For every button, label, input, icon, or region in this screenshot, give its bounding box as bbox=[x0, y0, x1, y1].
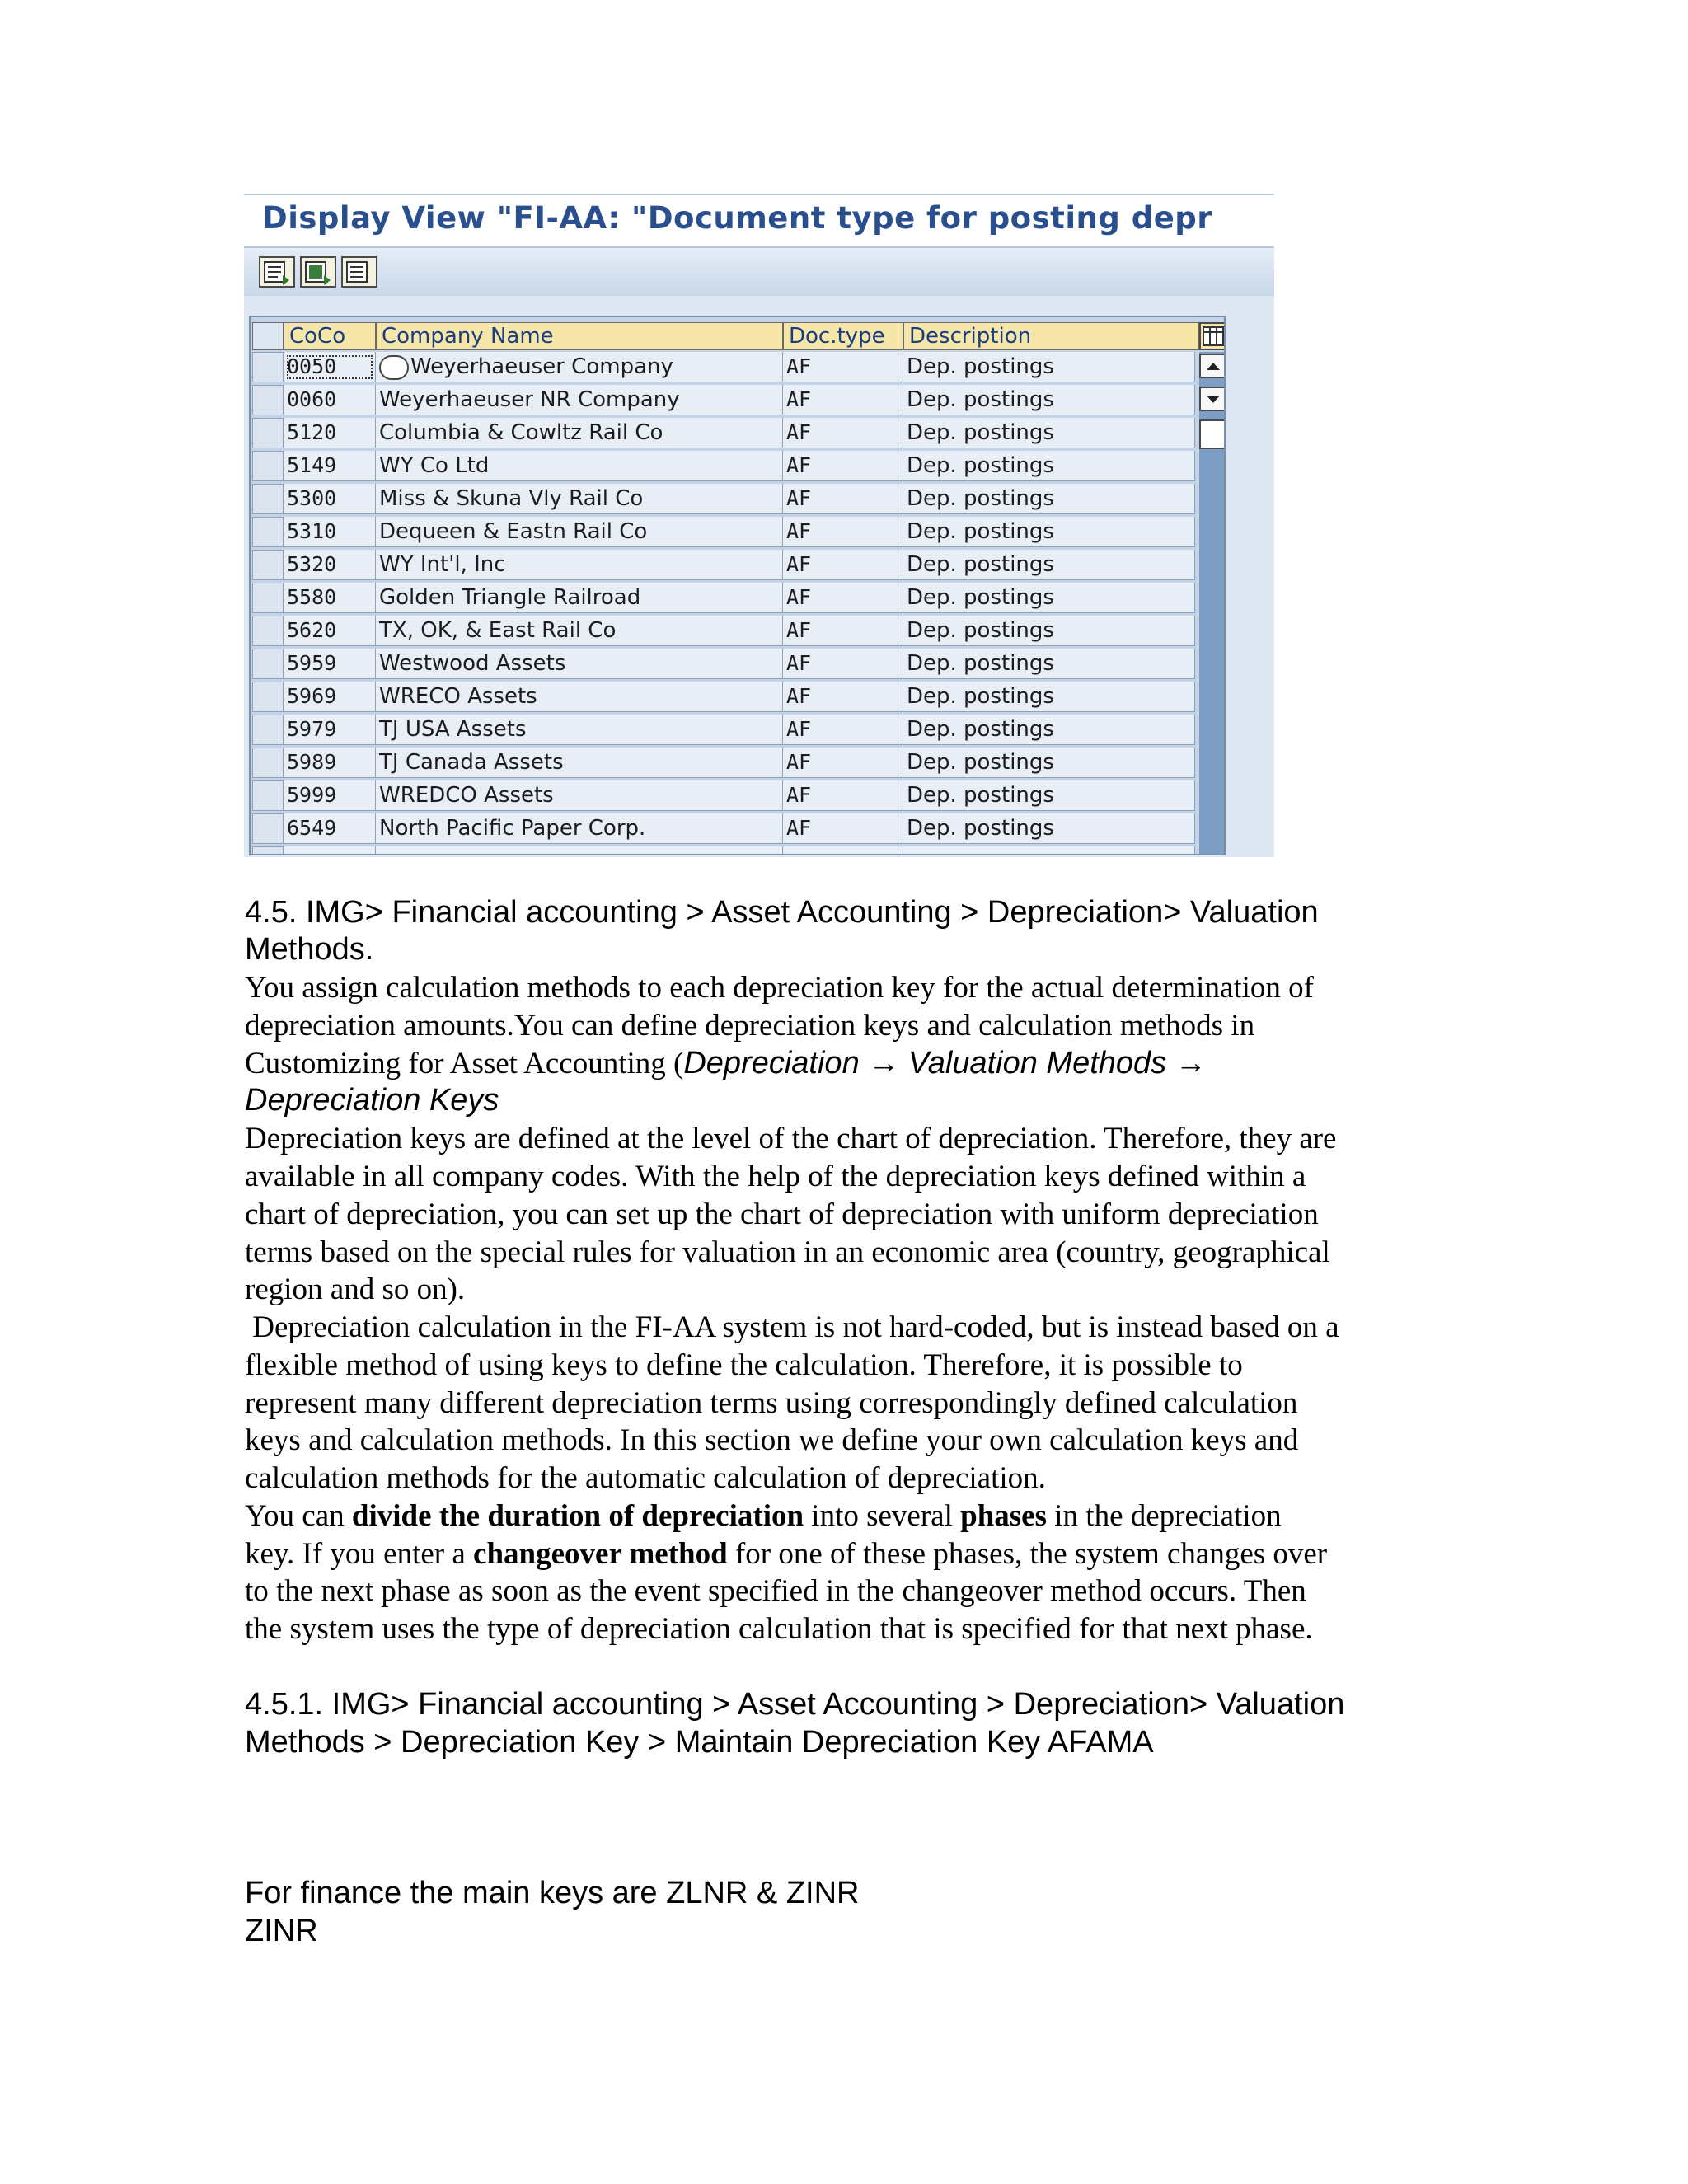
para1-line3-text: Customizing for Asset Accounting ( bbox=[245, 1047, 684, 1080]
row-selector[interactable] bbox=[252, 649, 284, 679]
cell-company-name[interactable]: WREDCO Assets bbox=[376, 780, 783, 811]
print-button[interactable] bbox=[341, 256, 377, 288]
hover-details-icon bbox=[379, 355, 409, 380]
table-settings-icon bbox=[1201, 324, 1226, 349]
cell-company-name[interactable]: TJ Canada Assets bbox=[376, 748, 783, 778]
scroll-thumb[interactable] bbox=[1199, 419, 1226, 449]
sap-body bbox=[244, 296, 1274, 857]
table-row[interactable] bbox=[251, 680, 1198, 713]
table-row[interactable] bbox=[251, 713, 1198, 746]
para4-line3: to the next phase as soon as the event specified in the changeover method occurs. Then bbox=[245, 1574, 1306, 1608]
table-row[interactable] bbox=[251, 746, 1198, 779]
cell-company-name[interactable]: Columbia & Cowltz Rail Co bbox=[376, 418, 783, 448]
details-icon bbox=[263, 260, 291, 285]
cell-company-name[interactable]: WY Int'l, Inc bbox=[376, 550, 783, 580]
cell-company-name[interactable] bbox=[376, 846, 783, 855]
finance-keys-line: For finance the main keys are ZLNR & ZINR bbox=[245, 1876, 860, 1910]
cell-company-name[interactable]: TX, OK, & East Rail Co bbox=[376, 616, 783, 646]
table-row[interactable] bbox=[251, 383, 1198, 416]
row-selector[interactable] bbox=[252, 451, 284, 481]
cell-doc-type[interactable]: AF bbox=[783, 550, 903, 580]
cell-company-name[interactable]: Weyerhaeuser NR Company bbox=[376, 385, 783, 415]
cell-coco[interactable] bbox=[284, 846, 376, 855]
cell-doc-type[interactable]: AF bbox=[783, 517, 903, 547]
para4-line1-a: You can bbox=[245, 1499, 352, 1533]
cell-description[interactable] bbox=[903, 846, 1195, 855]
para1-line4: Depreciation Keys bbox=[245, 1083, 499, 1118]
para4-line1-bold-a: divide the duration of depreciation bbox=[351, 1499, 804, 1533]
table-row[interactable] bbox=[251, 647, 1198, 680]
table-row[interactable] bbox=[251, 779, 1198, 812]
table-row[interactable] bbox=[251, 515, 1198, 548]
cell-coco[interactable]: 5999 bbox=[284, 780, 376, 811]
row-selector[interactable] bbox=[252, 517, 284, 547]
cell-coco[interactable]: 5320 bbox=[284, 550, 376, 580]
table-row[interactable] bbox=[251, 350, 1198, 383]
cell-description[interactable]: Dep. postings bbox=[903, 484, 1195, 514]
sap-title-text: Display View "FI-AA: "Document type for posting depr bbox=[262, 200, 1213, 236]
cell-doc-type[interactable]: AF bbox=[783, 385, 903, 415]
row-selector[interactable] bbox=[252, 352, 284, 382]
para3-line2: flexible method of using keys to define the calculation. Therefore, it is possible to bbox=[245, 1348, 1243, 1382]
scroll-up-button[interactable] bbox=[1199, 354, 1226, 378]
para3-line5: calculation methods for the automatic calculation of depreciation. bbox=[245, 1461, 1046, 1495]
cell-company-name[interactable]: WRECO Assets bbox=[376, 682, 783, 712]
para4-line2 bbox=[245, 1536, 1327, 1572]
cell-doc-type[interactable]: AF bbox=[783, 649, 903, 679]
cell-doc-type[interactable]: AF bbox=[783, 583, 903, 613]
cell-coco[interactable]: 0060 bbox=[284, 385, 376, 415]
cell-description[interactable]: Dep. postings bbox=[903, 517, 1195, 547]
para4-line2-c: for one of these phases, the system changes over bbox=[727, 1537, 1328, 1571]
cell-company-name[interactable]: North Pacific Paper Corp. bbox=[376, 813, 783, 844]
para4-line1-c: into several bbox=[804, 1499, 961, 1533]
cell-company-name[interactable] bbox=[376, 352, 783, 382]
cell-description[interactable]: Dep. postings bbox=[903, 616, 1195, 646]
para3-line4: keys and calculation methods. In this section we define your own calculation keys and bbox=[245, 1423, 1299, 1457]
cell-coco[interactable]: 5989 bbox=[284, 748, 376, 778]
vertical-scrollbar[interactable] bbox=[1199, 352, 1226, 855]
para2-line2: available in all company codes. With the help of the depreciation keys defined within a bbox=[245, 1160, 1306, 1193]
scroll-down-button[interactable] bbox=[1199, 387, 1226, 411]
row-selector[interactable] bbox=[252, 616, 284, 646]
cell-coco[interactable]: 6549 bbox=[284, 813, 376, 844]
cell-description[interactable]: Dep. postings bbox=[903, 813, 1195, 844]
column-header-doc-type[interactable]: Doc.type bbox=[783, 322, 903, 350]
cell-company-name-text: Weyerhaeuser Company bbox=[410, 354, 673, 379]
select-all-icon bbox=[304, 260, 332, 285]
column-header-description[interactable]: Description bbox=[903, 322, 1199, 350]
table-row-empty[interactable] bbox=[251, 845, 1198, 855]
cell-description[interactable]: Dep. postings bbox=[903, 550, 1195, 580]
para4-line2-bold: changeover method bbox=[473, 1537, 728, 1571]
para4-line2-a: key. If you enter a bbox=[245, 1537, 474, 1571]
cell-doc-type[interactable]: AF bbox=[783, 682, 903, 712]
cell-coco[interactable]: 5620 bbox=[284, 616, 376, 646]
cell-description[interactable]: Dep. postings bbox=[903, 583, 1195, 613]
cell-description[interactable]: Dep. postings bbox=[903, 385, 1195, 415]
cell-description[interactable]: Dep. postings bbox=[903, 715, 1195, 745]
row-selector[interactable] bbox=[252, 385, 284, 415]
table-row[interactable] bbox=[251, 614, 1198, 647]
cell-company-name[interactable]: TJ USA Assets bbox=[376, 715, 783, 745]
cell-description[interactable]: Dep. postings bbox=[903, 649, 1195, 679]
cell-company-name[interactable]: Dequeen & Eastn Rail Co bbox=[376, 517, 783, 547]
arrow-up-icon bbox=[1206, 361, 1221, 371]
print-icon bbox=[345, 260, 373, 285]
cell-doc-type[interactable]: AF bbox=[783, 780, 903, 811]
cell-coco[interactable]: 5959 bbox=[284, 649, 376, 679]
cell-description[interactable]: Dep. postings bbox=[903, 352, 1195, 382]
para1-line2: depreciation amounts.You can define depreciation keys and calculation methods in bbox=[245, 1009, 1255, 1043]
para1-line3 bbox=[245, 1046, 1207, 1081]
row-selector[interactable] bbox=[252, 583, 284, 613]
row-selector[interactable] bbox=[252, 813, 284, 844]
para2-line5: region and so on). bbox=[245, 1272, 466, 1306]
heading-4-5-line1: 4.5. IMG> Financial accounting > Asset Accounting > Depreciation> Valuation bbox=[245, 895, 1319, 930]
row-selector[interactable] bbox=[252, 748, 284, 778]
select-all-rows-cell[interactable] bbox=[252, 322, 284, 350]
row-selector[interactable] bbox=[252, 418, 284, 448]
cell-doc-type[interactable] bbox=[783, 846, 903, 855]
table-row[interactable] bbox=[251, 581, 1198, 614]
para2-line1: Depreciation keys are defined at the level of the chart of depreciation. Therefore, they are bbox=[245, 1122, 1337, 1155]
cell-doc-type[interactable]: AF bbox=[783, 484, 903, 514]
cell-doc-type[interactable]: AF bbox=[783, 451, 903, 481]
cell-coco[interactable]: 5300 bbox=[284, 484, 376, 514]
cell-description[interactable]: Dep. postings bbox=[903, 780, 1195, 811]
cell-doc-type[interactable]: AF bbox=[783, 715, 903, 745]
cell-coco[interactable]: 5580 bbox=[284, 583, 376, 613]
row-selector[interactable] bbox=[252, 846, 284, 855]
row-selector[interactable] bbox=[252, 484, 284, 514]
row-selector[interactable] bbox=[252, 715, 284, 745]
para4-line1 bbox=[245, 1498, 1282, 1534]
cell-coco[interactable]: 5120 bbox=[284, 418, 376, 448]
cell-coco[interactable]: 0050 bbox=[284, 352, 376, 382]
menu-path-italic: Depreciation → Valuation Methods → bbox=[683, 1046, 1207, 1080]
cell-description[interactable]: Dep. postings bbox=[903, 418, 1195, 448]
cell-doc-type[interactable]: AF bbox=[783, 813, 903, 844]
para4-line1-bold-b: phases bbox=[960, 1499, 1048, 1533]
table-row[interactable] bbox=[251, 548, 1198, 581]
cell-doc-type[interactable]: AF bbox=[783, 352, 903, 382]
para1-line1: You assign calculation methods to each depreciation key for the actual determination of bbox=[245, 971, 1315, 1005]
table-settings-button[interactable] bbox=[1199, 322, 1226, 350]
table-row[interactable] bbox=[251, 482, 1198, 515]
cell-doc-type[interactable]: AF bbox=[783, 616, 903, 646]
select-all-button[interactable] bbox=[300, 256, 336, 288]
para4-line1-e: in the depreciation bbox=[1047, 1499, 1282, 1533]
cell-description[interactable]: Dep. postings bbox=[903, 451, 1195, 481]
cell-company-name[interactable]: Golden Triangle Railroad bbox=[376, 583, 783, 613]
cell-company-name[interactable]: Westwood Assets bbox=[376, 649, 783, 679]
column-header-coco[interactable]: CoCo bbox=[284, 322, 376, 350]
table-row[interactable] bbox=[251, 812, 1198, 845]
zinr-label: ZINR bbox=[245, 1914, 318, 1948]
cell-coco[interactable]: 5979 bbox=[284, 715, 376, 745]
cell-company-name[interactable]: Miss & Skuna Vly Rail Co bbox=[376, 484, 783, 514]
cell-company-name[interactable]: WY Co Ltd bbox=[376, 451, 783, 481]
cell-coco[interactable]: 5310 bbox=[284, 517, 376, 547]
row-selector[interactable] bbox=[252, 682, 284, 712]
arrow-down-icon bbox=[1206, 394, 1221, 404]
para3-line1: Depreciation calculation in the FI-AA system is not hard-coded, but is instead based on a bbox=[245, 1310, 1339, 1344]
column-header-company-name[interactable]: Company Name bbox=[376, 322, 783, 350]
row-selector[interactable] bbox=[252, 780, 284, 811]
details-button[interactable] bbox=[259, 256, 295, 288]
para2-line3: chart of depreciation, you can set up the chart of depreciation with uniform depreciation bbox=[245, 1197, 1319, 1231]
table-control bbox=[249, 316, 1226, 855]
sap-toolbar bbox=[244, 248, 1274, 296]
para2-line4: terms based on the special rules for valuation in an economic area (country, geographical bbox=[245, 1235, 1330, 1269]
cell-description[interactable]: Dep. postings bbox=[903, 682, 1195, 712]
cell-doc-type[interactable]: AF bbox=[783, 748, 903, 778]
sap-screenshot bbox=[244, 194, 1274, 857]
cell-doc-type[interactable]: AF bbox=[783, 418, 903, 448]
cell-coco[interactable]: 5149 bbox=[284, 451, 376, 481]
row-selector[interactable] bbox=[252, 550, 284, 580]
para3-line3: represent many different depreciation terms using correspondingly defined calculation bbox=[245, 1386, 1298, 1420]
heading-4-5-line2: Methods. bbox=[245, 932, 374, 967]
heading-4-5-1-line2: Methods > Depreciation Key > Maintain Depreciation Key AFAMA bbox=[245, 1725, 1154, 1760]
cell-coco[interactable]: 5969 bbox=[284, 682, 376, 712]
sap-window-title bbox=[244, 194, 1274, 248]
table-row[interactable] bbox=[251, 416, 1198, 449]
heading-4-5-1-line1: 4.5.1. IMG> Financial accounting > Asset Accounting > Depreciation> Valuation bbox=[245, 1687, 1345, 1722]
table-row[interactable] bbox=[251, 449, 1198, 482]
cell-description[interactable]: Dep. postings bbox=[903, 748, 1195, 778]
para4-line4: the system uses the type of depreciation calculation that is specified for that next phase. bbox=[245, 1612, 1313, 1646]
